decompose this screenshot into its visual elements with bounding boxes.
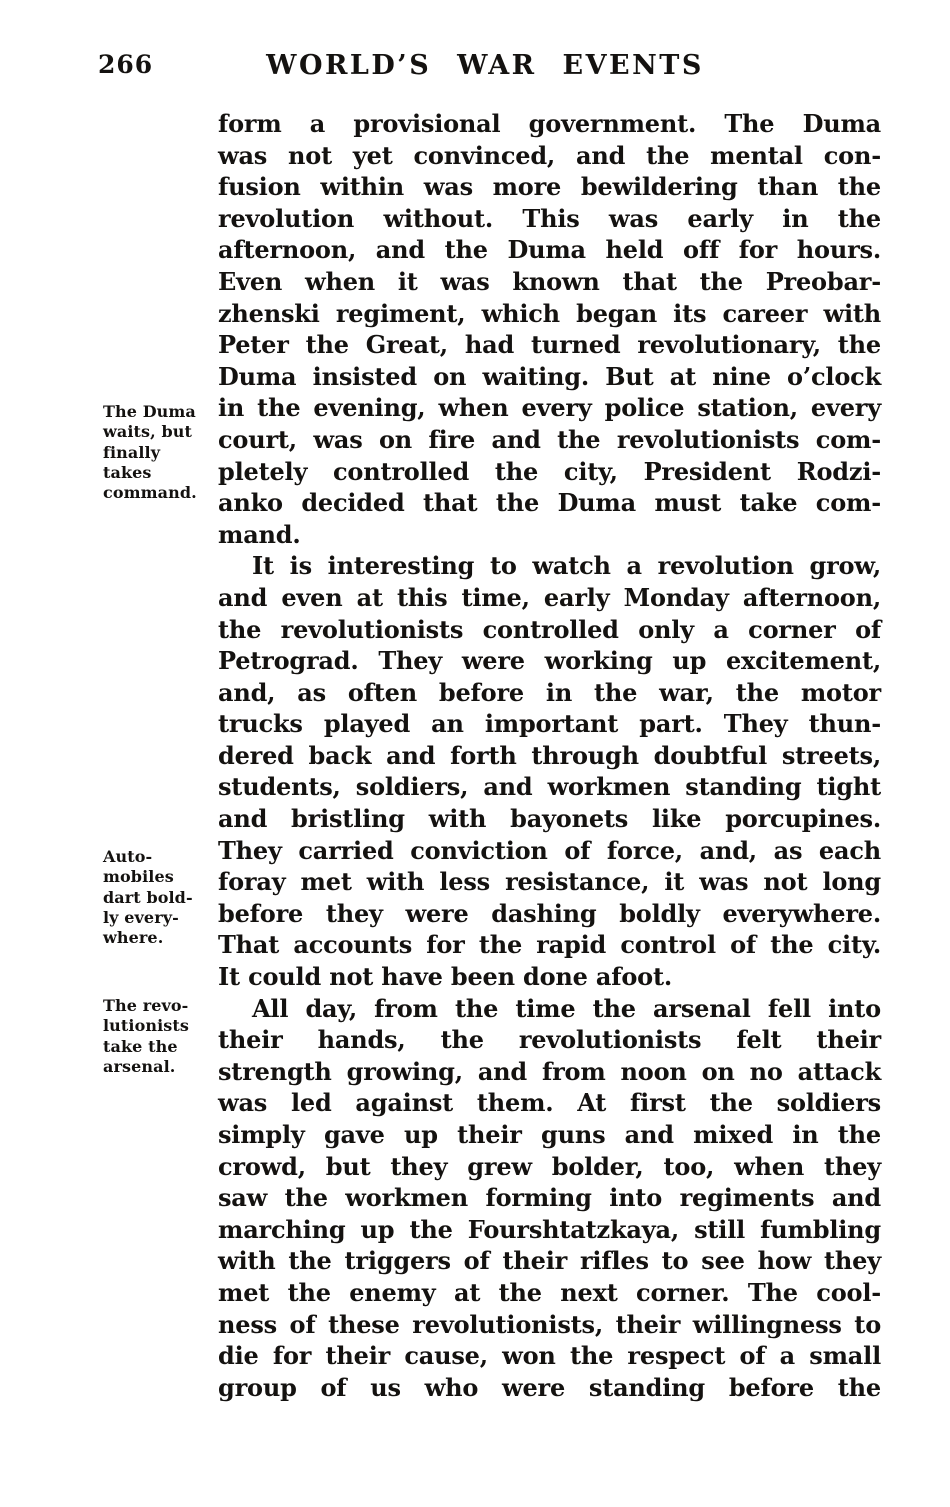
body-text-line: foray met with less resistance, it was not long [218, 867, 881, 897]
body-text-line: with the triggers of their rifles to see how they [218, 1246, 881, 1276]
body-text-line: ness of these revolutionists, their willingness to [218, 1309, 881, 1339]
sidenote-line: dart bold- [103, 887, 193, 907]
sidenote-line: mobiles [103, 867, 174, 887]
body-text-line: group of us who were standing before the [218, 1372, 881, 1402]
body-text [218, 108, 881, 1403]
body-text-line: mand. [218, 519, 301, 549]
body-text-line: fusion within was more bewildering than the [218, 172, 881, 202]
body-text-line: They carried conviction of force, and, as each [218, 835, 881, 865]
sidenote-line: arsenal. [103, 1056, 176, 1076]
body-text-line: Petrograd. They were working up excitement, [218, 646, 881, 676]
sidenote [103, 847, 215, 948]
sidenote-line: where. [103, 928, 164, 948]
body-text-line: strength growing, and from noon on no attack [218, 1056, 881, 1086]
body-text-line: trucks played an important part. They thun- [218, 709, 881, 739]
running-header: WORLD’S WAR EVENTS [266, 50, 704, 81]
body-text-line: their hands, the revolutionists felt their [218, 1025, 881, 1055]
body-text-line: revolution without. This was early in the [218, 203, 881, 233]
body-text-line: That accounts for the rapid control of the city. [218, 930, 881, 960]
body-text-line: pletely controlled the city, President Rodzi- [218, 456, 881, 486]
body-text-line: was led against them. At first the soldiers [218, 1088, 881, 1118]
body-text-line: simply gave up their guns and mixed in the [218, 1120, 881, 1149]
sidenote-line: lutionists [103, 1016, 189, 1036]
body-text-line: Even when it was known that the Preobar- [218, 266, 881, 296]
body-text-line: marching up the Fourshtatzkaya, still fumbling [218, 1214, 881, 1244]
sidenote-line: Auto- [103, 847, 153, 866]
body-text-line: was not yet convinced, and the mental con- [218, 140, 881, 170]
body-text-line: met the enemy at the next corner. The cool- [218, 1277, 881, 1307]
body-text-line: students, soldiers, and workmen standing tight [218, 772, 881, 802]
body-text-line: All day, from the time the arsenal fell into [252, 993, 881, 1023]
body-text-line: Peter the Great, had turned revolutionary, the [218, 330, 881, 360]
sidenote-line: command. [103, 483, 197, 503]
sidenote [103, 996, 215, 1077]
body-text-line: crowd, but they grew bolder, too, when they [218, 1151, 881, 1181]
sidenote-line: takes [103, 462, 152, 482]
body-text-line: afternoon, and the Duma held off for hours. [218, 235, 881, 265]
body-text-line: die for their cause, won the respect of a small [218, 1341, 881, 1371]
body-text-line: and even at this time, early Monday afternoon, [218, 582, 881, 612]
paragraph [218, 993, 881, 1404]
sidenote-line: ly every- [103, 907, 179, 927]
sidenote-line: The revo- [103, 996, 189, 1015]
sidenote-line: take the [103, 1036, 178, 1056]
body-text-line: court, was on fire and the revolutionists com- [218, 424, 881, 454]
body-text-line: It is interesting to watch a revolution grow, [252, 551, 881, 581]
body-text-line: anko decided that the Duma must take com- [218, 488, 881, 518]
body-text-line: before they were dashing boldly everywhere. [218, 898, 881, 928]
paragraph [218, 108, 881, 550]
body-text-line: dered back and forth through doubtful streets, [218, 740, 881, 770]
body-text-line: the revolutionists controlled only a corner of [218, 614, 881, 644]
sidenote-line: The Duma [103, 402, 196, 421]
sidenote [103, 402, 215, 503]
paragraph [218, 550, 881, 992]
body-text-line: zhenski regiment, which began its career with [218, 298, 881, 328]
page-number: 266 [98, 50, 154, 79]
body-text-line: and bristling with bayonets like porcupines. [218, 804, 881, 834]
body-text-line: and, as often before in the war, the motor [218, 677, 881, 707]
body-text-line: saw the workmen forming into regiments and [218, 1183, 881, 1213]
body-text-line: It could not have been done afoot. [218, 962, 672, 992]
body-text-line: form a provisional government. The Duma [218, 109, 881, 138]
sidenote-line: waits, but [103, 422, 192, 442]
body-text-line: Duma insisted on waiting. But at nine o’clock [218, 361, 881, 391]
body-text-line: in the evening, when every police station, every [218, 393, 881, 423]
sidenote-line: finally [103, 442, 161, 462]
